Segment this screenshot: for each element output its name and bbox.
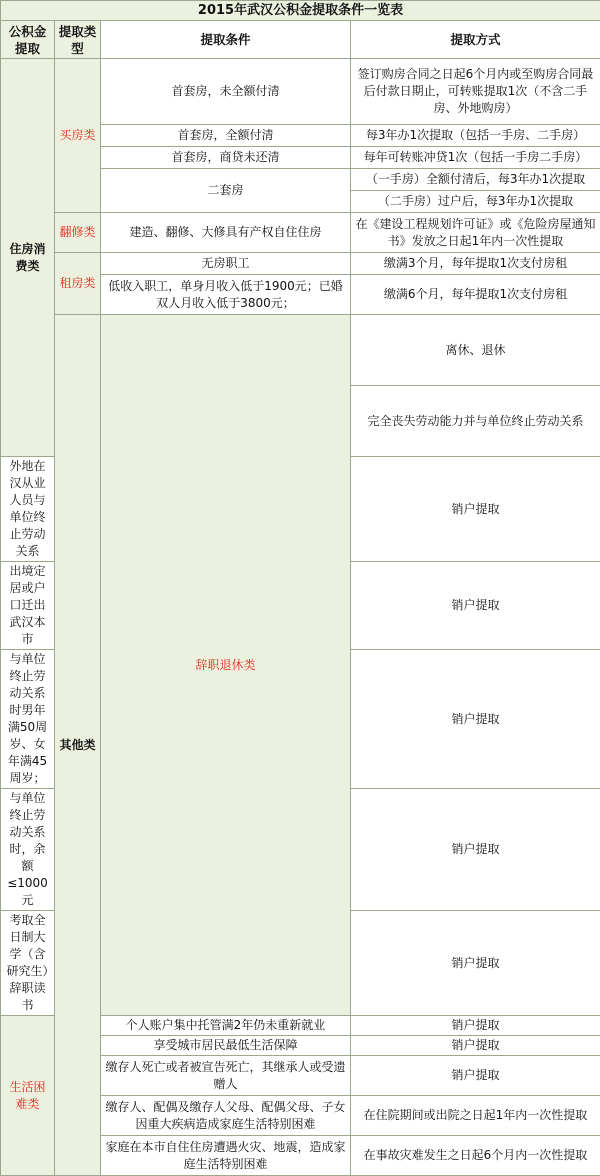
condition-cell: 考取全日制大学（含研究生）辞职读书 <box>1 911 55 1016</box>
condition-cell: 首套房，全额付清 <box>101 125 351 147</box>
method-cell: 销户提取 <box>351 1036 600 1056</box>
condition-cell: 缴存人、配偶及缴存人父母、配偶父母、子女因重大疾病造成家庭生活特别困难 <box>101 1096 351 1136</box>
category-housing: 住房消费类 <box>1 59 55 457</box>
method-cell: 在《建设工程规划许可证》或《危险房屋通知书》发放之日起1年内一次性提取 <box>351 213 600 253</box>
method-cell: 销户提取 <box>351 562 600 650</box>
condition-cell: 首套房，商贷未还清 <box>101 147 351 169</box>
subtype-rent: 租房类 <box>55 253 101 315</box>
method-cell: 销户提取 <box>351 650 600 789</box>
header-col4: 提取方式 <box>351 21 600 59</box>
condition-cell: 家庭在本市自住住房遭遇火灾、地震，造成家庭生活特别困难 <box>101 1136 351 1176</box>
condition-cell: 离休、退休 <box>351 315 600 386</box>
header-col3: 提取条件 <box>101 21 351 59</box>
condition-cell: 二套房 <box>101 169 351 213</box>
header-col2: 提取类型 <box>55 21 101 59</box>
method-cell: 销户提取 <box>351 789 600 911</box>
condition-cell: 建造、翻修、大修具有产权自住住房 <box>101 213 351 253</box>
method-cell: 在住院期间或出院之日起1年内一次性提取 <box>351 1096 600 1136</box>
method-cell: 签订购房合同之日起6个月内或至购房合同最后付款日期止，可转账提取1次（不含二手房、外地购房） <box>351 59 600 125</box>
condition-cell: 首套房，未全额付清 <box>101 59 351 125</box>
condition-cell: 缴存人死亡或者被宣告死亡，其继承人或受遗赠人 <box>101 1056 351 1096</box>
method-cell: （二手房）过户后，每3年办1次提取 <box>351 191 600 213</box>
method-cell: 缴满6个月，每年提取1次支付房租 <box>351 275 600 315</box>
condition-cell: 低收入职工，单身月收入低于1900元；已婚双人月收入低于3800元； <box>101 275 351 315</box>
method-cell: （一手房）全额付清后，每3年办1次提取 <box>351 169 600 191</box>
category-other: 其他类 <box>55 315 101 1176</box>
condition-cell: 完全丧失劳动能力并与单位终止劳动关系 <box>351 386 600 457</box>
method-cell: 销户提取 <box>351 911 600 1016</box>
condition-cell: 享受城市居民最低生活保障 <box>101 1036 351 1056</box>
table-title: 2015年武汉公积金提取条件一览表 <box>1 1 600 21</box>
subtype-hardship: 生活困难类 <box>1 1016 55 1176</box>
condition-cell: 与单位终止劳动关系时男年满50周岁、女年满45周岁； <box>1 650 55 789</box>
method-cell: 每年可转账冲贷1次（包括一手房二手房） <box>351 147 600 169</box>
subtype-resign: 辞职退休类 <box>101 315 351 1016</box>
subtype-buy: 买房类 <box>55 59 101 213</box>
condition-cell: 出境定居或户口迁出武汉本市 <box>1 562 55 650</box>
method-cell: 在事故灾难发生之日起6个月内一次性提取 <box>351 1136 600 1176</box>
condition-cell: 个人账户集中托管满2年仍未重新就业 <box>101 1016 351 1036</box>
method-cell: 销户提取 <box>351 1056 600 1096</box>
method-cell: 销户提取 <box>351 1016 600 1036</box>
condition-cell: 无房职工 <box>101 253 351 275</box>
subtype-renovate: 翻修类 <box>55 213 101 253</box>
method-cell: 每3年办1次提取（包括一手房、二手房） <box>351 125 600 147</box>
condition-cell: 外地在汉从业人员与单位终止劳动关系 <box>1 457 55 562</box>
method-cell: 销户提取 <box>351 457 600 562</box>
condition-cell: 与单位终止劳动关系时，余额≤1000元 <box>1 789 55 911</box>
method-cell: 缴满3个月，每年提取1次支付房租 <box>351 253 600 275</box>
header-col1: 公积金提取 <box>1 21 55 59</box>
